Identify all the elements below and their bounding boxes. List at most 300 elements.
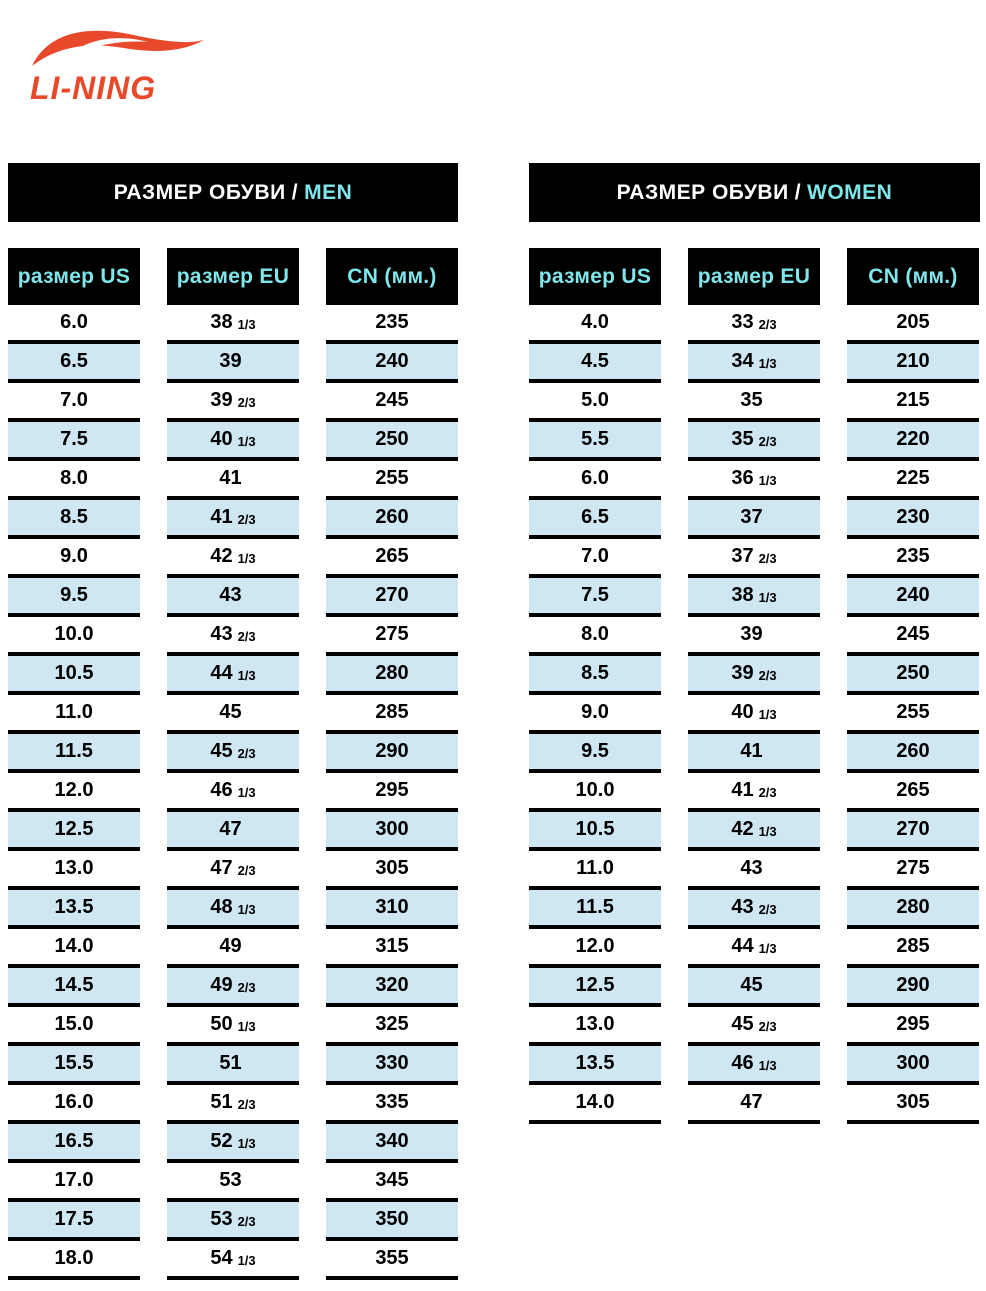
table-cell [326,1202,458,1241]
table-cell [688,929,820,968]
table-cell [167,383,299,422]
table-cell [529,344,661,383]
cell-value: 12.5 [575,974,615,996]
table-cell [529,305,661,344]
table-cell [8,890,140,929]
column-header: размер EU [167,248,299,305]
table-cell [847,968,979,1007]
table-cell [167,851,299,890]
table-cell [688,1085,820,1124]
cell-value: 12.0 [54,779,94,801]
table-cell [326,383,458,422]
table-cell [8,929,140,968]
cell-value: 14.0 [54,935,94,957]
table-cell [167,890,299,929]
cell-value: 230 [896,506,930,528]
cell-value: 265 [896,779,930,801]
cell-value: 41 [210,506,233,528]
table-cell [688,539,820,578]
cell-value: 36 [731,467,754,489]
cell-value: 8.0 [581,623,609,645]
table-cell [529,695,661,734]
table-cell [529,578,661,617]
cell-value: 4.5 [581,350,609,372]
cell-value: 37 [731,545,754,567]
table-cell [167,578,299,617]
cell-value: 250 [375,428,409,450]
table-cell [688,851,820,890]
cell-value: 44 [210,662,233,684]
cell-value: 8.5 [60,506,88,528]
table-cell [326,1085,458,1124]
table-cell [8,344,140,383]
table-cell [167,1007,299,1046]
men-eu-column [167,248,299,1280]
table-cell [529,812,661,851]
table-cell [529,461,661,500]
table-cell [167,1163,299,1202]
cell-value: 13.0 [575,1013,615,1035]
cell-value: 18.0 [54,1247,94,1269]
cell-value: 48 [210,896,233,918]
table-cell [167,812,299,851]
column-header: размер EU [688,248,820,305]
table-cell [8,1124,140,1163]
table-cell [167,344,299,383]
cell-value: 285 [375,701,409,723]
cell-value: 12.5 [54,818,94,840]
cell-value: 41 [740,740,763,762]
cell-value: 9.0 [60,545,88,567]
cell-value: 335 [375,1091,409,1113]
table-cell [8,851,140,890]
cell-value: 290 [375,740,409,762]
table-cell [167,968,299,1007]
table-cell [8,734,140,773]
cell-value: 51 [210,1091,233,1113]
column-header: CN (мм.) [847,248,979,305]
table-cell [529,890,661,929]
cell-value: 11.5 [576,896,614,918]
cell-value: 355 [375,1247,409,1269]
cell-fraction: 2/3 [237,980,256,995]
cell-fraction: 2/3 [237,1097,256,1112]
cell-fraction: 1/3 [758,356,777,371]
table-cell [326,1241,458,1280]
table-cell [326,851,458,890]
cell-value: 15.0 [54,1013,94,1035]
cell-fraction: 1/3 [758,941,777,956]
table-cell [847,500,979,539]
cell-value: 39 [210,389,233,411]
cell-fraction: 1/3 [758,1058,777,1073]
table-cell [529,734,661,773]
cell-value: 43 [210,623,233,645]
cell-value: 16.0 [54,1091,94,1113]
cell-fraction: 1/3 [758,590,777,605]
cell-fraction: 2/3 [237,863,256,878]
table-cell [326,890,458,929]
cell-value: 235 [375,311,409,333]
cell-value: 42 [210,545,233,567]
cell-fraction: 2/3 [758,1019,777,1034]
table-cell [167,500,299,539]
table-cell [326,500,458,539]
table-cell [167,617,299,656]
table-cell [326,305,458,344]
cell-value: 245 [896,623,930,645]
table-cell [688,734,820,773]
column-header: CN (мм.) [326,248,458,305]
cell-value: 350 [375,1208,409,1230]
cell-value: 16.5 [54,1130,94,1152]
cell-fraction: 2/3 [758,902,777,917]
table-cell [167,305,299,344]
table-cell [326,929,458,968]
table-cell [688,1046,820,1085]
cell-fraction: 2/3 [237,512,256,527]
table-cell [326,344,458,383]
table-cell [167,1046,299,1085]
cell-fraction: 1/3 [237,1019,256,1034]
men-title-prefix: РАЗМЕР ОБУВИ [113,180,286,204]
table-cell [688,383,820,422]
cell-value: 35 [731,428,754,450]
table-cell [847,929,979,968]
cell-value: 51 [219,1052,242,1074]
cell-value: 49 [219,935,242,957]
cell-value: 6.0 [60,311,88,333]
table-cell [326,812,458,851]
table-cell [167,422,299,461]
cell-value: 295 [375,779,409,801]
cell-value: 50 [210,1013,233,1035]
cell-value: 255 [896,701,930,723]
table-cell [529,383,661,422]
cell-value: 54 [210,1247,233,1269]
table-cell [167,656,299,695]
cell-fraction: 1/3 [237,434,256,449]
table-cell [8,773,140,812]
table-cell [8,617,140,656]
cell-fraction: 1/3 [758,707,777,722]
cell-fraction: 2/3 [237,746,256,761]
table-cell [167,1202,299,1241]
table-cell [688,305,820,344]
cell-value: 220 [896,428,930,450]
cell-value: 215 [896,389,930,411]
cell-value: 17.0 [54,1169,94,1191]
cell-value: 240 [375,350,409,372]
cell-value: 40 [731,701,754,723]
table-cell [167,1241,299,1280]
table-cell [8,578,140,617]
table-cell [847,851,979,890]
men-us-column [8,248,140,1280]
cell-fraction: 2/3 [758,668,777,683]
cell-value: 7.0 [60,389,88,411]
cell-fraction: 2/3 [758,317,777,332]
cell-value: 12.0 [575,935,615,957]
cell-value: 7.5 [60,428,88,450]
cell-value: 320 [375,974,409,996]
cell-value: 330 [375,1052,409,1074]
table-cell [847,656,979,695]
table-cell [326,695,458,734]
table-cell [688,617,820,656]
cell-value: 255 [375,467,409,489]
cell-value: 245 [375,389,409,411]
cell-value: 10.5 [575,818,615,840]
cell-value: 5.5 [581,428,609,450]
table-cell [8,1163,140,1202]
cell-value: 4.0 [581,311,609,333]
table-cell [688,773,820,812]
cell-fraction: 2/3 [758,551,777,566]
cell-value: 10.5 [54,662,94,684]
table-cell [847,890,979,929]
cell-value: 8.0 [60,467,88,489]
cell-fraction: 1/3 [758,824,777,839]
table-cell [847,1007,979,1046]
cell-value: 46 [731,1052,754,1074]
cell-value: 13.5 [575,1052,615,1074]
men-title-separator: / [291,180,299,204]
cell-value: 38 [731,584,754,606]
table-cell [529,656,661,695]
table-cell [326,617,458,656]
table-cell [529,500,661,539]
cell-value: 14.5 [54,974,94,996]
table-cell [8,383,140,422]
cell-value: 9.5 [581,740,609,762]
men-cn-column [326,248,458,1280]
cell-value: 250 [896,662,930,684]
cell-value: 315 [375,935,409,957]
table-cell [847,578,979,617]
cell-value: 41 [219,467,242,489]
table-cell [529,422,661,461]
cell-value: 11.0 [576,857,614,879]
cell-value: 345 [375,1169,409,1191]
cell-value: 33 [731,311,754,333]
cell-value: 9.5 [60,584,88,606]
table-cell [847,734,979,773]
table-cell [8,539,140,578]
table-cell [8,305,140,344]
cell-value: 300 [375,818,409,840]
cell-fraction: 1/3 [237,1253,256,1268]
table-cell [529,968,661,1007]
women-cn-column [847,248,979,1124]
cell-fraction: 1/3 [758,473,777,488]
cell-fraction: 2/3 [237,629,256,644]
cell-fraction: 1/3 [237,1136,256,1151]
cell-value: 47 [210,857,233,879]
cell-value: 6.5 [60,350,88,372]
table-cell [8,461,140,500]
women-us-column [529,248,661,1124]
cell-value: 8.5 [581,662,609,684]
cell-value: 240 [896,584,930,606]
table-cell [688,1007,820,1046]
cell-value: 275 [896,857,930,879]
table-cell [326,968,458,1007]
table-cell [326,1007,458,1046]
table-cell [847,305,979,344]
table-cell [529,617,661,656]
table-cell [167,929,299,968]
cell-value: 6.5 [581,506,609,528]
cell-value: 38 [210,311,233,333]
table-cell [167,1124,299,1163]
table-cell [8,500,140,539]
table-cell [8,1241,140,1280]
cell-value: 49 [210,974,233,996]
table-cell [167,1085,299,1124]
table-cell [688,695,820,734]
table-cell [326,773,458,812]
cell-value: 45 [731,1013,754,1035]
cell-value: 39 [219,350,242,372]
table-cell [326,578,458,617]
cell-fraction: 1/3 [237,668,256,683]
cell-value: 46 [210,779,233,801]
table-cell [688,968,820,1007]
table-cell [326,656,458,695]
cell-value: 47 [740,1091,763,1113]
table-cell [847,461,979,500]
table-cell [8,695,140,734]
cell-value: 5.0 [581,389,609,411]
cell-value: 39 [740,623,763,645]
table-cell [8,968,140,1007]
table-cell [167,773,299,812]
cell-value: 10.0 [54,623,94,645]
table-cell [847,812,979,851]
table-cell [529,1085,661,1124]
cell-value: 300 [896,1052,930,1074]
table-cell [847,344,979,383]
table-cell [847,383,979,422]
table-cell [847,695,979,734]
men-title-accent: MEN [304,180,353,204]
table-cell [529,1046,661,1085]
table-cell [8,422,140,461]
cell-value: 13.0 [54,857,94,879]
cell-value: 305 [896,1091,930,1113]
cell-value: 43 [219,584,242,606]
cell-value: 13.5 [54,896,94,918]
table-cell [688,344,820,383]
cell-value: 270 [896,818,930,840]
cell-value: 14.0 [575,1091,615,1113]
cell-value: 9.0 [581,701,609,723]
cell-value: 7.0 [581,545,609,567]
women-title-accent: WOMEN [807,180,893,204]
men-section-header [8,163,458,222]
table-cell [326,734,458,773]
table-cell [8,812,140,851]
table-cell [529,929,661,968]
table-cell [688,812,820,851]
cell-value: 205 [896,311,930,333]
table-cell [688,578,820,617]
cell-value: 34 [731,350,754,372]
table-cell [688,656,820,695]
cell-value: 17.5 [54,1208,94,1230]
cell-value: 210 [896,350,930,372]
cell-value: 43 [740,857,763,879]
table-cell [167,539,299,578]
cell-value: 44 [731,935,754,957]
cell-value: 37 [740,506,763,528]
cell-fraction: 2/3 [237,1214,256,1229]
cell-fraction: 1/3 [237,551,256,566]
cell-value: 260 [375,506,409,528]
table-cell [847,617,979,656]
table-cell [167,734,299,773]
table-cell [167,695,299,734]
cell-value: 43 [731,896,754,918]
table-cell [688,500,820,539]
cell-value: 305 [375,857,409,879]
cell-value: 325 [375,1013,409,1035]
table-cell [8,1085,140,1124]
table-cell [326,1046,458,1085]
cell-value: 235 [896,545,930,567]
table-cell [326,422,458,461]
cell-value: 11.0 [55,701,93,723]
cell-fraction: 2/3 [758,785,777,800]
women-section-header [529,163,980,222]
cell-fraction: 1/3 [237,902,256,917]
table-cell [529,539,661,578]
cell-value: 45 [210,740,233,762]
cell-value: 270 [375,584,409,606]
table-cell [326,1124,458,1163]
cell-value: 53 [219,1169,242,1191]
column-header: размер US [8,248,140,305]
cell-value: 39 [731,662,754,684]
table-cell [529,773,661,812]
table-cell [8,1046,140,1085]
cell-value: 340 [375,1130,409,1152]
women-title-separator: / [794,180,802,204]
cell-fraction: 2/3 [758,434,777,449]
cell-value: 10.0 [575,779,615,801]
table-cell [847,539,979,578]
table-cell [529,1007,661,1046]
cell-value: 295 [896,1013,930,1035]
cell-value: 40 [210,428,233,450]
brand-name: LI-NING [30,70,157,106]
table-cell [326,461,458,500]
cell-value: 7.5 [581,584,609,606]
cell-value: 280 [375,662,409,684]
table-cell [8,1007,140,1046]
women-eu-column [688,248,820,1124]
table-cell [688,461,820,500]
cell-value: 290 [896,974,930,996]
cell-value: 41 [731,779,754,801]
cell-value: 260 [896,740,930,762]
cell-value: 265 [375,545,409,567]
cell-value: 275 [375,623,409,645]
cell-value: 225 [896,467,930,489]
table-cell [688,422,820,461]
cell-fraction: 1/3 [237,317,256,332]
